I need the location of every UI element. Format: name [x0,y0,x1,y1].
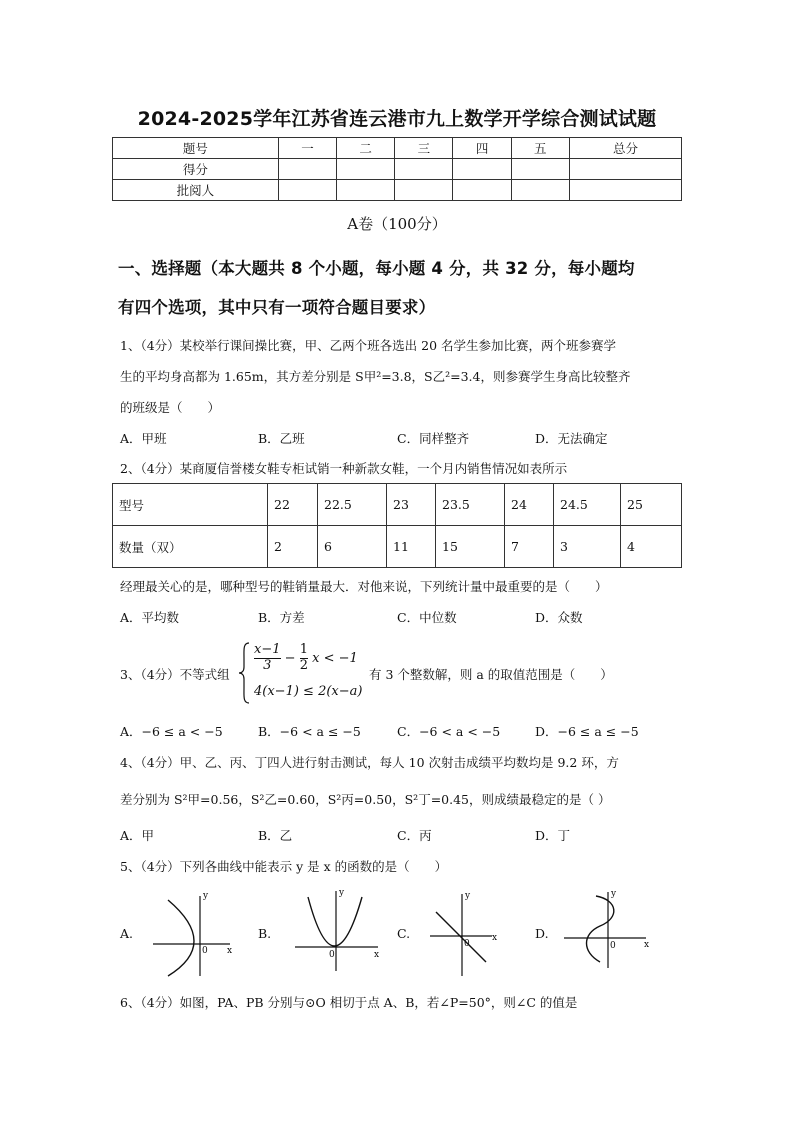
q5-stem: 5、（4分）下列各曲线中能表示 y 是 x 的函数的是（ ） [120,859,448,874]
table-cell: 批阅人 [113,180,279,201]
q5-option-d: D. [535,926,549,941]
table-cell: 15 [436,526,505,568]
table-cell: 题号 [113,138,279,159]
q3-option-d: D．−6 ≤ a ≤ −5 [535,724,639,739]
axis-label-y: y [339,888,345,898]
q4-line2: 差分别为 S²甲=0.56，S²乙=0.60，S²丙=0.50，S²丁=0.45，则成绩最稳定的是（ ） [120,792,611,807]
table-cell: 三 [395,138,453,159]
table-row [113,138,682,159]
table-cell: 22.5 [318,484,387,526]
q3-option-c: C．−6 < a < −5 [397,724,501,739]
table-cell: 24 [505,484,554,526]
q2-option-d: D．众数 [535,610,583,625]
axis-label-y: y [465,891,471,901]
table-cell: 4 [621,526,682,568]
q1-line1: 1、（4分）某校举行课间操比赛，甲、乙两个班各选出 20 名学生参加比赛，两个班参赛学 [120,338,617,353]
q1-option-b: B．乙班 [258,431,305,446]
q5-option-c: C. [397,926,411,941]
table-cell: 数量（双） [113,526,268,568]
q5-option-a: A. [120,926,134,941]
table-row [113,159,682,180]
table-cell: 23 [387,484,436,526]
graph-c-image [424,888,508,978]
q2-option-b: B．方差 [258,610,305,625]
table-cell: 四 [453,138,511,159]
axis-label-x: x [644,940,650,950]
table-cell: 22 [268,484,318,526]
table-cell: 一 [278,138,336,159]
q1-option-c: C．同样整齐 [397,431,470,446]
q1-option-a: A．甲班 [120,431,167,446]
sales-table [112,483,682,568]
q3-inequality-2: 4(x−1) ≤ 2(x−a) [254,684,363,699]
axis-label-y: y [203,891,209,901]
section-label: A卷（100分） [347,215,447,233]
table-cell: 五 [511,138,569,159]
table-cell: 得分 [113,159,279,180]
q4-option-d: D．丁 [535,828,571,843]
axis-label-x: x [492,933,498,943]
table-row [113,526,682,568]
table-cell: 2 [268,526,318,568]
table-cell: 3 [554,526,621,568]
graph-d-image [560,886,652,970]
q3-suffix: 有 3 个整数解，则 a 的取值范围是（ ） [369,667,613,682]
table-cell: 二 [337,138,395,159]
origin-label: 0 [610,941,616,951]
q4-option-b: B．乙 [258,828,293,843]
q3-option-b: B．−6 < a ≤ −5 [258,724,361,739]
table-cell: 11 [387,526,436,568]
table-cell: 7 [505,526,554,568]
graph-b-image [292,885,384,975]
table-cell: 型号 [113,484,268,526]
axis-label-x: x [227,946,233,956]
q1-option-d: D．无法确定 [535,431,608,446]
axis-label-x: x [374,950,380,960]
table-cell: 总分 [569,138,681,159]
section-heading-line2: 有四个选项，其中只有一项符合题目要求） [118,298,436,317]
score-table [112,137,682,201]
axis-label-y: y [611,889,617,899]
q6-stem: 6、（4分）如图，PA、PB 分别与⊙O 相切于点 A、B，若∠P=50°，则∠C 的值是 [120,995,578,1010]
q2-option-a: A．平均数 [120,610,180,625]
q3-prefix: 3、（4分）不等式组 [120,667,230,682]
q3-option-a: A．−6 ≤ a < −5 [120,724,223,739]
q2-stem: 2、（4分）某商厦信誉楼女鞋专柜试销一种新款女鞋，一个月内销售情况如表所示 [120,461,568,476]
origin-label: 0 [464,939,470,949]
q4-option-c: C．丙 [397,828,432,843]
table-cell: 24.5 [554,484,621,526]
table-cell: 6 [318,526,387,568]
q2-option-c: C．中位数 [397,610,457,625]
q5-option-b: B. [258,926,272,941]
q1-line3: 的班级是（ ） [120,400,221,415]
table-row [113,484,682,526]
brace-icon [238,642,250,704]
q4-option-a: A．甲 [120,828,155,843]
section-heading-line1: 一、选择题（本大题共 8 个小题，每小题 4 分，共 32 分，每小题均 [118,259,635,278]
table-cell: 23.5 [436,484,505,526]
table-cell: 25 [621,484,682,526]
page-title: 2024-2025学年江苏省连云港市九上数学开学综合测试试题 [137,108,657,130]
graph-a-image [150,888,234,978]
origin-label: 0 [202,946,208,956]
table-row [113,180,682,201]
q1-line2: 生的平均身高都为 1.65m，其方差分别是 S甲²=3.8，S乙²=3.4，则参赛学生身高比较整齐 [120,369,631,384]
q2-after: 经理最关心的是，哪种型号的鞋销量最大．对他来说，下列统计量中最重要的是（ ） [120,579,608,594]
q3-inequality-1: $\frac{x-1}{3}$ − $\frac{1}{2}$ x < −1 [254,642,358,673]
origin-label: 0 [329,950,335,960]
q4-line1: 4、（4分）甲、乙、丙、丁四人进行射击测试，每人 10 次射击成绩平均数均是 9.2 环，方 [120,755,619,770]
